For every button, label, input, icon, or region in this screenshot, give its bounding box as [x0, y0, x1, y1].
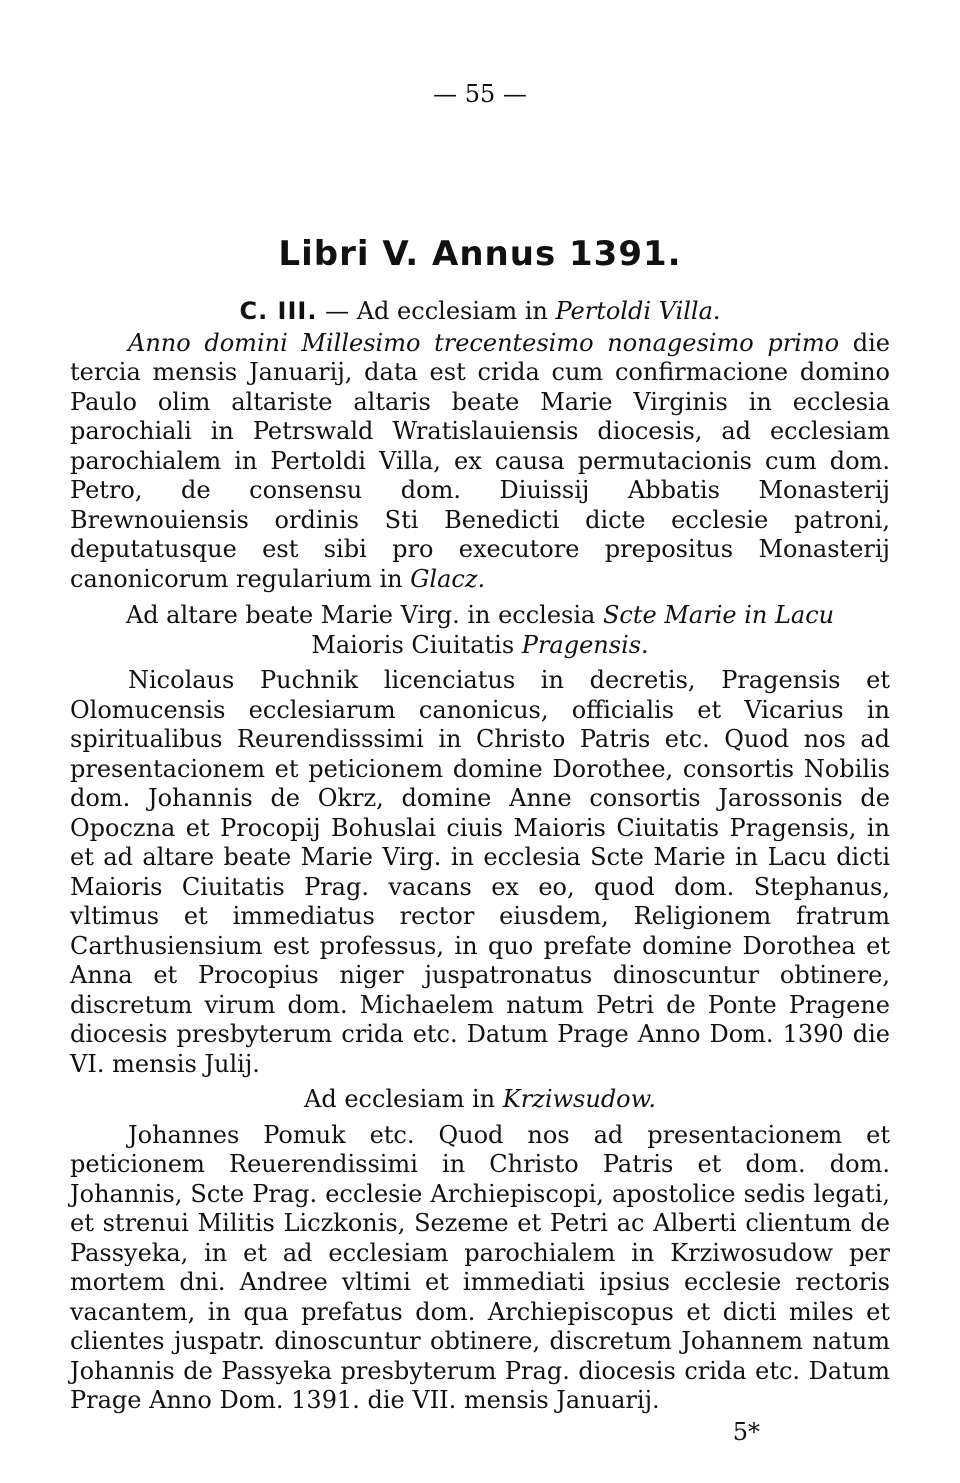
section-heading-krziwsudow	[70, 1085, 890, 1115]
section-heading-altare	[70, 601, 890, 660]
section-heading-altare-text1: Ad altare beate Marie Virg. in ecclesia	[125, 601, 603, 629]
paragraph-1-place: Glacz.	[410, 564, 486, 593]
signature-mark: 5*	[732, 1417, 760, 1446]
chapter-dash-text: — Ad ecclesiam in	[317, 297, 556, 325]
paragraph-3: Johannes Pomuk etc. Quod nos ad presentacionem et peticionem Reuerendissimi in Christo Patris et dom. dom. Johannis, Scte Prag. ecclesie Archiepiscopi, apostolice sedis legati, et strenui Militis Liczkonis, Sezeme et Petri ac Alberti clientum de Passyeka, in et ad ecclesiam parochialem in Krziwosudow per mortem dni. Andree vltimi et immediati ipsius ecclesie rectoris vacantem, in qua prefatus dom. Archiepiscopus et dicti miles et clientes juspatr. dinoscuntur obtinere, discretum Johannem natum Johannis de Passyeka presbyterum Prag. diocesis crida etc. Datum Prage Anno Dom. 1391. die VII. mensis Januarij.	[70, 1120, 890, 1414]
paragraph-1-text: die tercia mensis Januarij, data est crida cum confirmacione domino Paulo olim altariste altaris beate Marie Virginis in ecclesia parochiali in Petrswald Wratislauiensis diocesis, ad ecclesiam parochialem in Pertoldi Villa, ex causa permutacionis cum dom. Petro, de consensu dom. Diuissij Abbatis Monasterij Brewnouiensis ordinis Sti Benedicti dicte ecclesie patroni, deputatusque est sibi pro executore prepositus Monasterij canonicorum regularium in	[70, 328, 890, 593]
book-title: Libri V. Annus 1391.	[278, 234, 682, 274]
chapter-place: Pertoldi Villa.	[555, 297, 721, 325]
page-number: — 55 —	[433, 80, 527, 108]
paragraph-1	[70, 329, 890, 595]
section-heading-krziwsudow-text: Ad ecclesiam in	[304, 1085, 503, 1113]
paragraph-2: Nicolaus Puchnik licenciatus in decretis, Pragensis et Olomucensis ecclesiarum canonicus, officialis et Vicarius in spiritualibus Reurendisssimi in Christo Patris etc. Quod nos ad presentacionem et peticionem domine Dorothee, consortis Nobilis dom. Johannis de Okrz, domine Anne consortis Jarossonis de Opoczna et Procopij Bohuslai ciuis Maioris Ciuitatis Pragensis, in et ad altare beate Marie Virg. in ecclesia Scte Marie in Lacu dicti Maioris Ciuitatis Prag. vacans ex eo, quod dom. Stephanus, vltimus et immediatus rector eiusdem, Religionem fratrum Carthusiensium est professus, in quo prefate domine Dorothea et Anna et Procopius niger juspatronatus dinoscuntur obtinere, discretum virum dom. Michaelem natum Petri de Ponte Pragene diocesis presbyterum crida etc. Datum Prage Anno Dom. 1390 die VI. mensis Julij.	[70, 666, 890, 1078]
chapter-heading	[70, 297, 890, 327]
section-heading-altare-text2: Maioris Ciuitatis	[311, 630, 522, 659]
document-body	[70, 297, 890, 1447]
chapter-number: C. III.	[239, 297, 318, 325]
paragraph-1-incipit: Anno domini Millesimo trecentesimo nonagesimo primo	[128, 328, 840, 357]
section-heading-altare-italic1: Scte Marie in Lacu	[602, 601, 835, 629]
section-heading-altare-italic2: Pragensis.	[521, 630, 649, 659]
section-heading-krziwsudow-italic: Krziwsudow.	[502, 1085, 656, 1113]
